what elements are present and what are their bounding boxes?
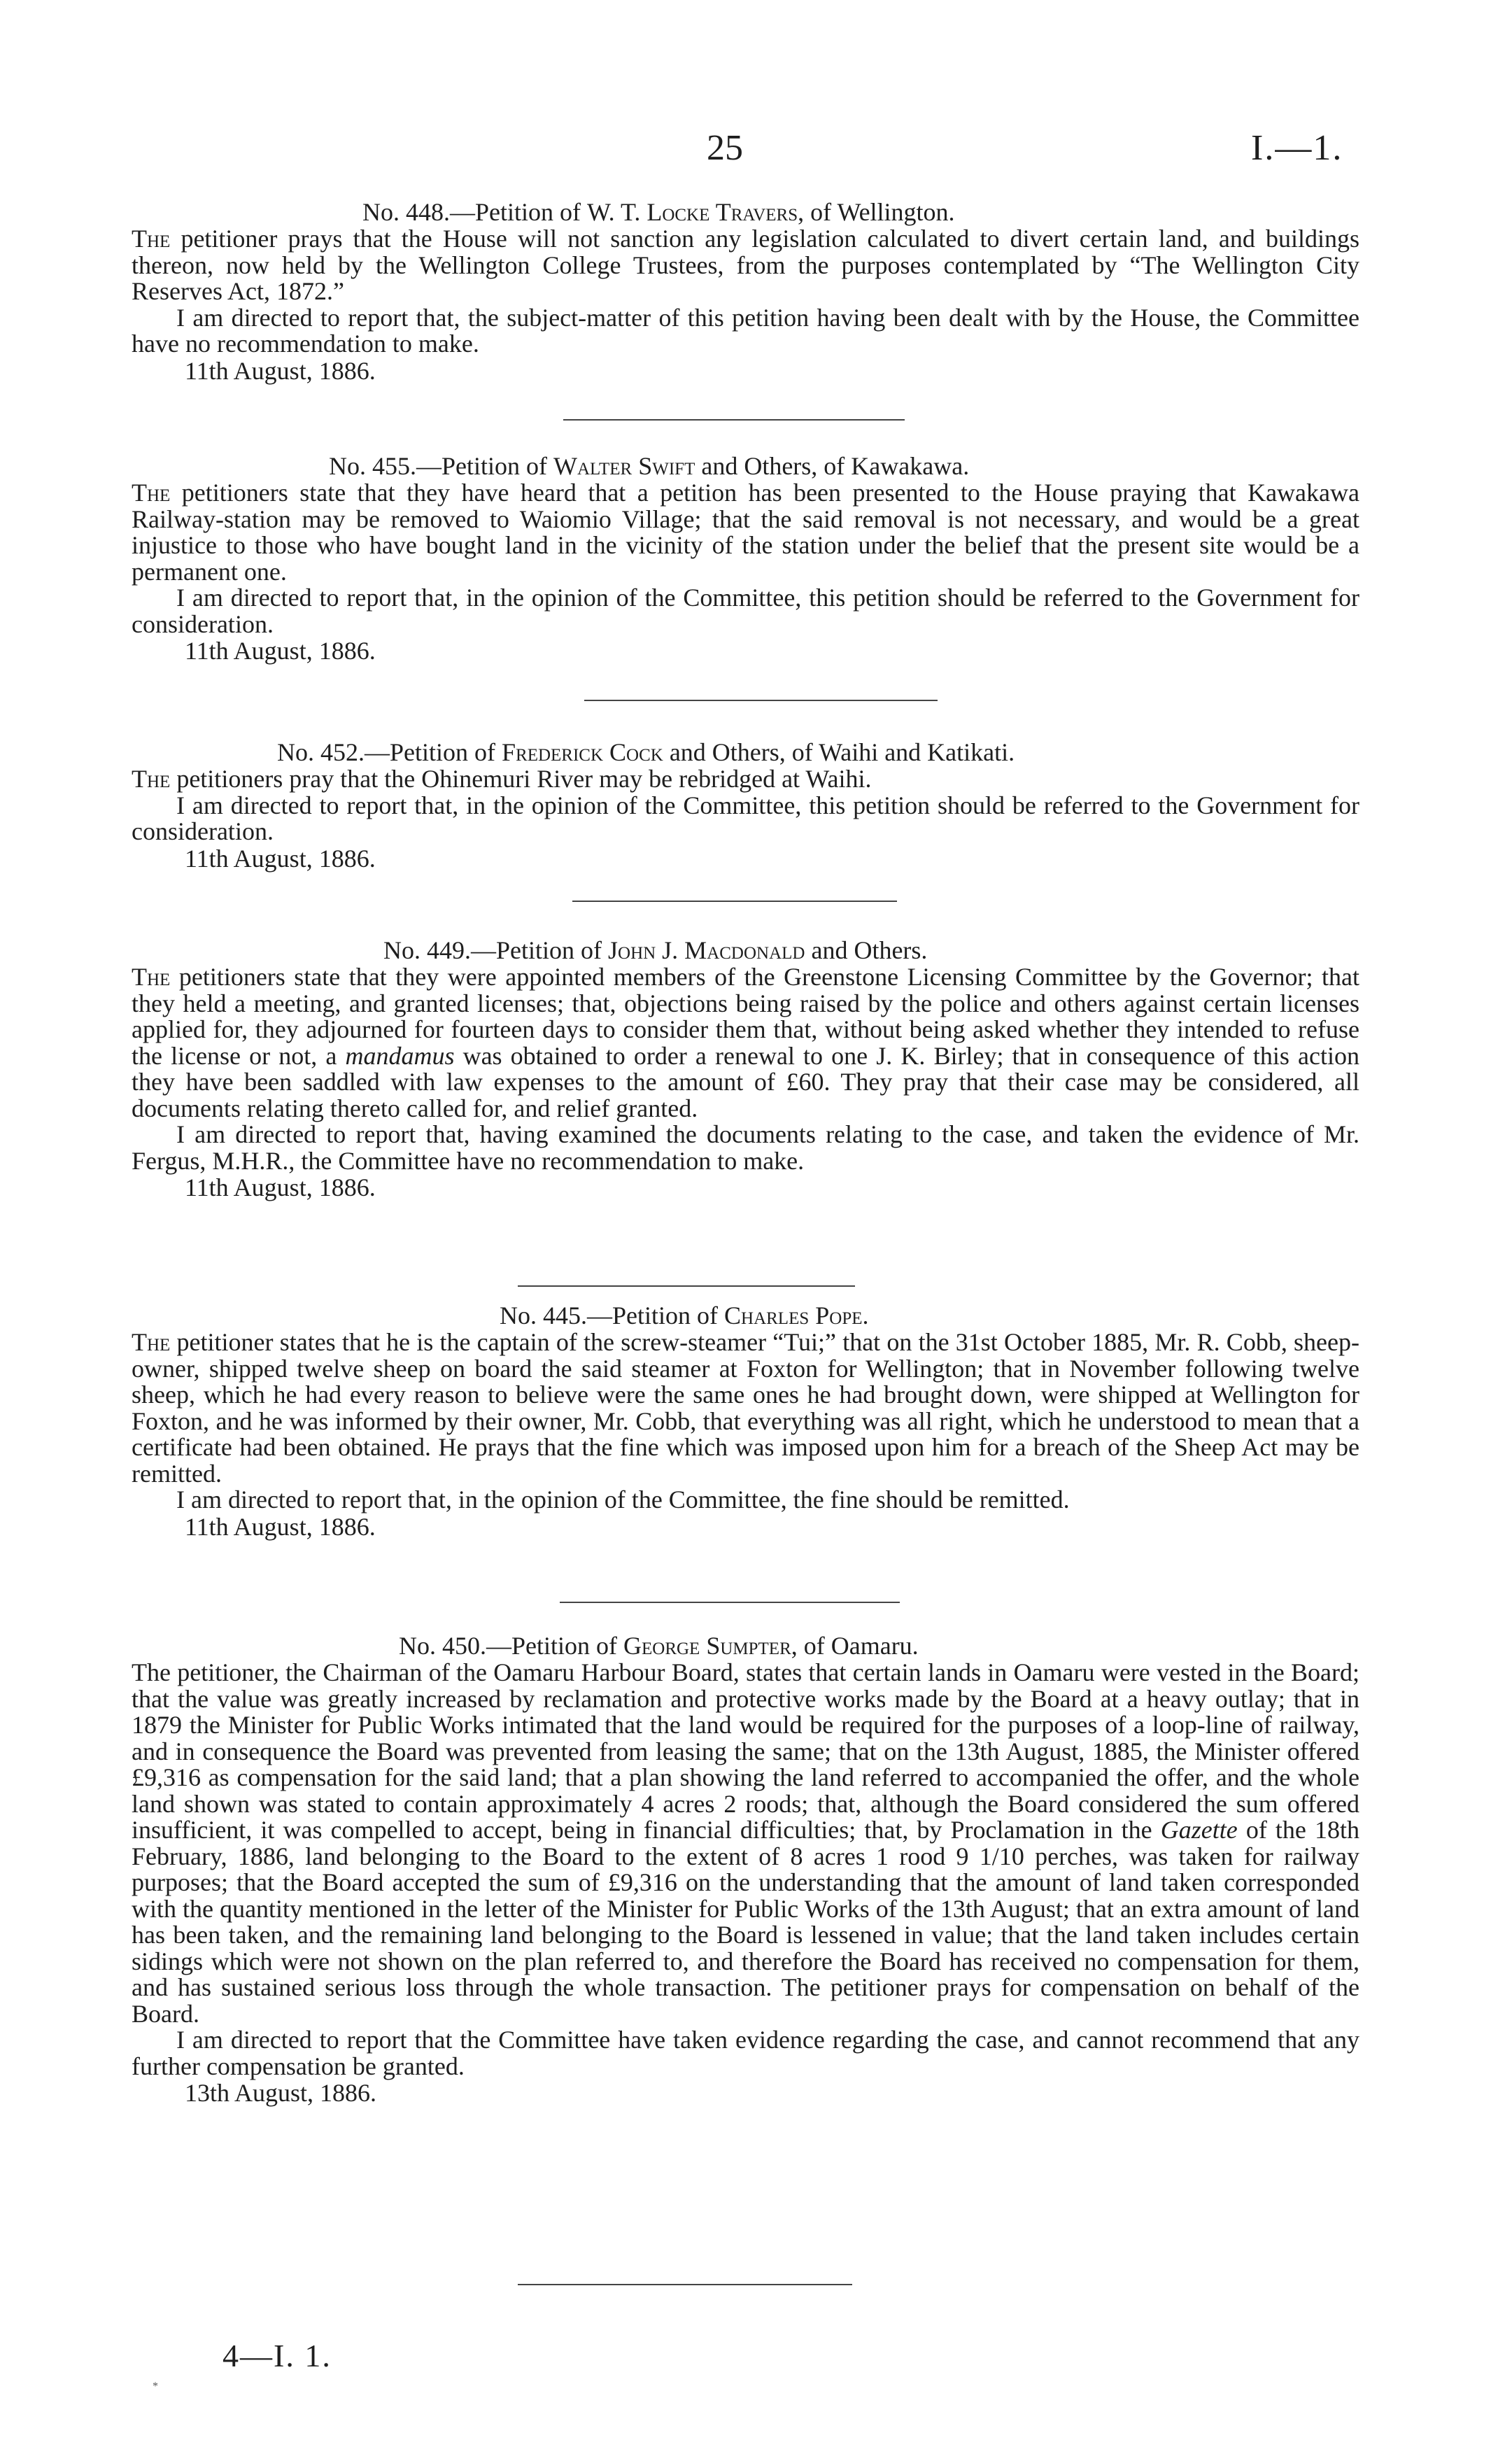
section-divider xyxy=(518,2284,852,2285)
petition-title: No. 450.—Petition of George Sumpter, of Oamaru. xyxy=(399,1632,919,1660)
petition-450 xyxy=(132,1632,1359,2106)
report-date: 11th August, 1886. xyxy=(185,1512,376,1541)
petition-body: The petitioners state that they were appointed members of the Greenstone Licensing Committee by the Governor; that they held a meeting, and granted licenses; that, objections being raised by the police and others against certain licenses applied for, they adjourned for fourteen days to consider them that, without being asked whether they intended to refuse the license or not, a mandamus was obtained to order a renewal to one J. K. Birley; that in consequence of this action they have been saddled with law expenses to the amount of £60. They pray that their case may be considered, all documents relating thereto called for, and relief granted. xyxy=(132,963,1359,1122)
petition-body: The petitioner states that he is the captain of the screw-steamer “Tui;” that on the 31st October 1885, Mr. R. Cobb, sheep-owner, shipped twelve sheep on board the said steamer at Foxton for Wellington; that in November following twelve sheep, which he had every reason to believe were the same ones he had brought down, were shipped at Wellington for Foxton, and he was informed by their owner, Mr. Cobb, that everything was all right, which he understood to mean that a certificate had been obtained. He prays that the fine which was imposed upon him for a breach of the Sheep Act may be remitted. xyxy=(132,1328,1359,1488)
report-date: 11th August, 1886. xyxy=(185,844,376,873)
petition-title: No. 452.—Petition of Frederick Cock and Others, of Waihi and Katikati. xyxy=(277,738,1015,766)
section-divider xyxy=(560,1602,900,1603)
petition-body: The petitioners state that they have heard that a petition has been presented to the House praying that Kawakawa Railway-station may be removed to Waiomio Village; that the said removal is not necessary, and would be a great injustice to those who have bought land in the vicinity of the station under the belief that the present site would be a permanent one. xyxy=(132,479,1359,586)
committee-report: I am directed to report that, in the opinion of the Committee, this petition should be referred to the Government for consideration. xyxy=(132,791,1359,845)
petition-body: The petitioner prays that the House will not sanction any legislation calculated to divert certain land, and buildings thereon, now held by the Wellington College Trustees, from the purposes contemplated by “The Wellington City Reserves Act, 1872.” xyxy=(132,225,1359,305)
page-header xyxy=(0,127,1512,176)
report-date: 11th August, 1886. xyxy=(185,1173,376,1201)
section-divider xyxy=(572,901,897,902)
petition-title: No. 449.—Petition of John J. Macdonald and Others. xyxy=(383,936,928,964)
committee-report: I am directed to report that, the subject-matter of this petition having been dealt with by the House, the Committee have no recommendation to make. xyxy=(132,303,1359,358)
petition-body: The petitioners pray that the Ohinemuri River may be rebridged at Waihi. xyxy=(132,765,872,793)
signature-mark: 4—I. 1. xyxy=(222,2338,332,2373)
report-date: 11th August, 1886. xyxy=(185,637,376,665)
document-reference: I.—1. xyxy=(1251,128,1343,168)
committee-report: I am directed to report that the Committee have taken evidence regarding the case, and cannot recommend that any further compensation be granted. xyxy=(132,2026,1359,2080)
printer-mark: * xyxy=(153,2380,158,2392)
petition-455 xyxy=(132,452,1359,664)
petition-title: No. 445.—Petition of Charles Pope. xyxy=(500,1301,869,1329)
section-divider xyxy=(518,1285,855,1287)
petition-449 xyxy=(132,936,1359,1201)
committee-report: I am directed to report that, in the opinion of the Committee, this petition should be referred to the Government for consideration. xyxy=(132,584,1359,638)
petition-body: The petitioner, the Chairman of the Oamaru Harbour Board, states that certain lands in Oamaru were vested in the Board; that the value was greatly increased by reclamation and protective works made by the Board at a heavy outlay; that in 1879 the Minister for Public Works intimated that the land would be required for the purposes of a loop-line of railway, and in consequence the Board was prevented from leasing the same; that on the 13th August, 1885, the Minister offered £9,316 as compensation for the said land; that a plan showing the land referred to accompanied the offer, and the whole land shown was stated to contain approximately 4 acres 2 roods; that, although the Board considered the sum offered insufficient, it was compelled to accept, being in financial difficulties; that, by Proclamation in the Gazette of the 18th February, 1886, land belonging to the Board to the extent of 8 acres 1 rood 9 1/10 perches, was taken for railway purposes; that the Board accepted the sum of £9,316 on the understanding that the amount of land taken corresponded with the quantity mentioned in the letter of the Minister for Public Works of the 13th August; that an extra amount of land has been taken, and the remaining land belonging to the Board is lessened in value; that the land taken includes certain sidings which were not shown on the plan referred to, and therefore the Board has received no compensation for them, and has sustained serious loss through the whole transaction. The petitioner prays for compensation on behalf of the Board. xyxy=(132,1658,1359,2028)
petition-448 xyxy=(132,198,1359,384)
report-date: 11th August, 1886. xyxy=(185,356,376,385)
committee-report: I am directed to report that, in the opinion of the Committee, the fine should be remitted. xyxy=(176,1485,1070,1513)
petition-title: No. 448.—Petition of W. T. Locke Travers, of Wellington. xyxy=(362,198,955,226)
petition-452 xyxy=(132,738,1359,872)
page-number: 25 xyxy=(707,128,743,168)
petition-445 xyxy=(132,1301,1359,1540)
section-divider xyxy=(584,700,938,701)
committee-report: I am directed to report that, having examined the documents relating to the case, and taken the evidence of Mr. Fergus, M.H.R., the Committee have no recommendation to make. xyxy=(132,1120,1359,1175)
petition-title: No. 455.—Petition of Walter Swift and Others, of Kawakawa. xyxy=(329,452,970,480)
section-divider xyxy=(563,419,905,421)
report-date: 13th August, 1886. xyxy=(185,2079,377,2107)
